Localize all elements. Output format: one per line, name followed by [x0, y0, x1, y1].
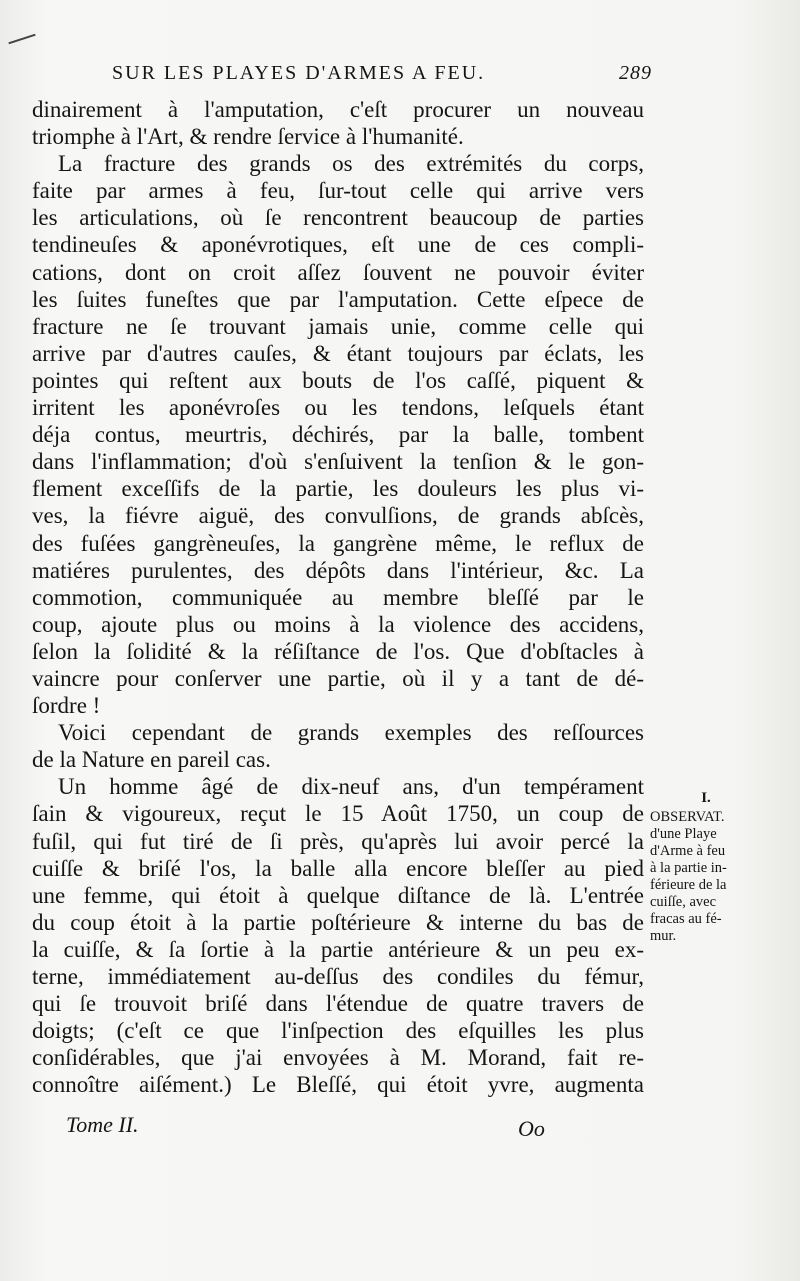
text-line: arrive par d'autres cauſes, & étant toujours par éclats, les	[32, 340, 644, 366]
text-line: coup, ajoute plus ou moins à la violence des accidens,	[32, 611, 644, 637]
page-footer	[66, 1112, 566, 1141]
margin-note	[650, 790, 762, 945]
text-line: ſelon la ſolidité & la réſiſtance de l'os. Que d'obſtacles à	[32, 638, 644, 664]
margin-note-line: fracas au fé-	[650, 911, 722, 927]
ink-mark	[8, 34, 35, 45]
margin-note-line: cuiſſe, avec	[650, 894, 717, 910]
text-line: Voici cependant de grands exemples des reſſources	[58, 720, 644, 746]
text-line: La fracture des grands os des extrémités du corps,	[58, 151, 644, 177]
body-text	[32, 96, 644, 1098]
margin-note-line: d'une Playe	[650, 826, 717, 842]
text-line: du coup étoit à la partie poſtérieure & interne du bas de	[32, 909, 644, 935]
text-line: triomphe à l'Art, & rendre ſervice à l'humanité.	[32, 124, 464, 150]
text-line: matiéres purulentes, des dépôts dans l'intérieur, &c. La	[32, 557, 644, 583]
signature-mark: Oo	[518, 1116, 545, 1141]
text-line: connoître aiſément.) Le Bleſſé, qui étoit yvre, augmenta	[32, 1072, 644, 1098]
text-line: qui ſe trouvoit briſé dans l'étendue de quatre travers de	[32, 991, 644, 1017]
text-line: flement exceſſifs de la partie, les douleurs les plus vi-	[32, 476, 644, 502]
text-line: la cuiſſe, & ſa ſortie à la partie antérieure & un peu ex-	[32, 936, 644, 962]
text-line: cuiſſe & briſé l'os, la balle alla encore bleſſer au pied	[32, 855, 644, 881]
text-line: irritent les aponévroſes ou les tendons, leſquels étant	[32, 395, 644, 421]
text-line: doigts; (c'eſt ce que l'inſpection des eſquilles les plus	[32, 1018, 644, 1044]
text-line: ſain & vigoureux, reçut le 15 Août 1750, un coup de	[32, 801, 644, 827]
text-line: des fuſées gangrèneuſes, la gangrène même, le reflux de	[32, 530, 644, 556]
text-line: cations, dont on croit aſſez ſouvent ne pouvoir éviter	[32, 259, 644, 285]
text-line: déja contus, meurtris, déchirés, par la balle, tombent	[32, 422, 644, 448]
margin-note-line: mur.	[650, 928, 677, 944]
margin-note-line: OBSERVAT.	[650, 809, 725, 825]
running-title: SUR LES PLAYES D'ARMES A FEU.	[112, 62, 486, 84]
margin-note-line: férieure de la	[650, 877, 727, 893]
text-line: vaincre pour conſerver une partie, où il y a tant de dé-	[32, 665, 644, 691]
text-line: commotion, communiquée au membre bleſſé par le	[32, 584, 644, 610]
margin-note-number: I.	[701, 790, 711, 806]
text-line: les ſuites funeſtes que par l'amputation. Cette eſpece de	[32, 286, 644, 312]
text-line: dinairement à l'amputation, c'eſt procurer un nouveau	[32, 97, 644, 122]
page-number: 289	[619, 62, 652, 84]
text-line: conſidérables, que j'ai envoyées à M. Morand, fait re-	[32, 1045, 644, 1071]
volume-label: Tome II.	[66, 1112, 139, 1137]
margin-note-line: d'Arme à feu	[650, 843, 726, 859]
text-line: fuſil, qui fut tiré de ſi près, qu'après lui avoir percé la	[32, 828, 644, 854]
text-line: ſordre !	[32, 693, 101, 719]
text-line: fracture ne ſe trouvant jamais unie, comme celle qui	[32, 313, 644, 339]
text-line: dans l'inflammation; d'où s'enſuivent la tenſion & le gon-	[32, 449, 644, 475]
text-line: terne, immédiatement au-deſſus des condiles du fémur,	[32, 964, 644, 989]
text-line: les articulations, où ſe rencontrent beaucoup de parties	[32, 205, 644, 231]
text-line: faite par armes à feu, ſur-tout celle qui arrive vers	[32, 178, 644, 204]
text-line: pointes qui reſtent aux bouts de l'os caſſé, piquent &	[32, 367, 644, 393]
text-line: ves, la fiévre aiguë, des convulſions, de grands abſcès,	[32, 503, 644, 529]
text-line: de la Nature en pareil cas.	[32, 747, 271, 773]
text-line: tendineuſes & aponévrotiques, eſt une de ces compli-	[32, 232, 644, 258]
running-header	[112, 62, 652, 85]
text-line: Un homme âgé de dix-neuf ans, d'un tempérament	[58, 774, 644, 800]
margin-note-line: à la partie in-	[650, 860, 727, 876]
text-line: une femme, qui étoit à quelque diſtance de là. L'entrée	[32, 882, 644, 908]
